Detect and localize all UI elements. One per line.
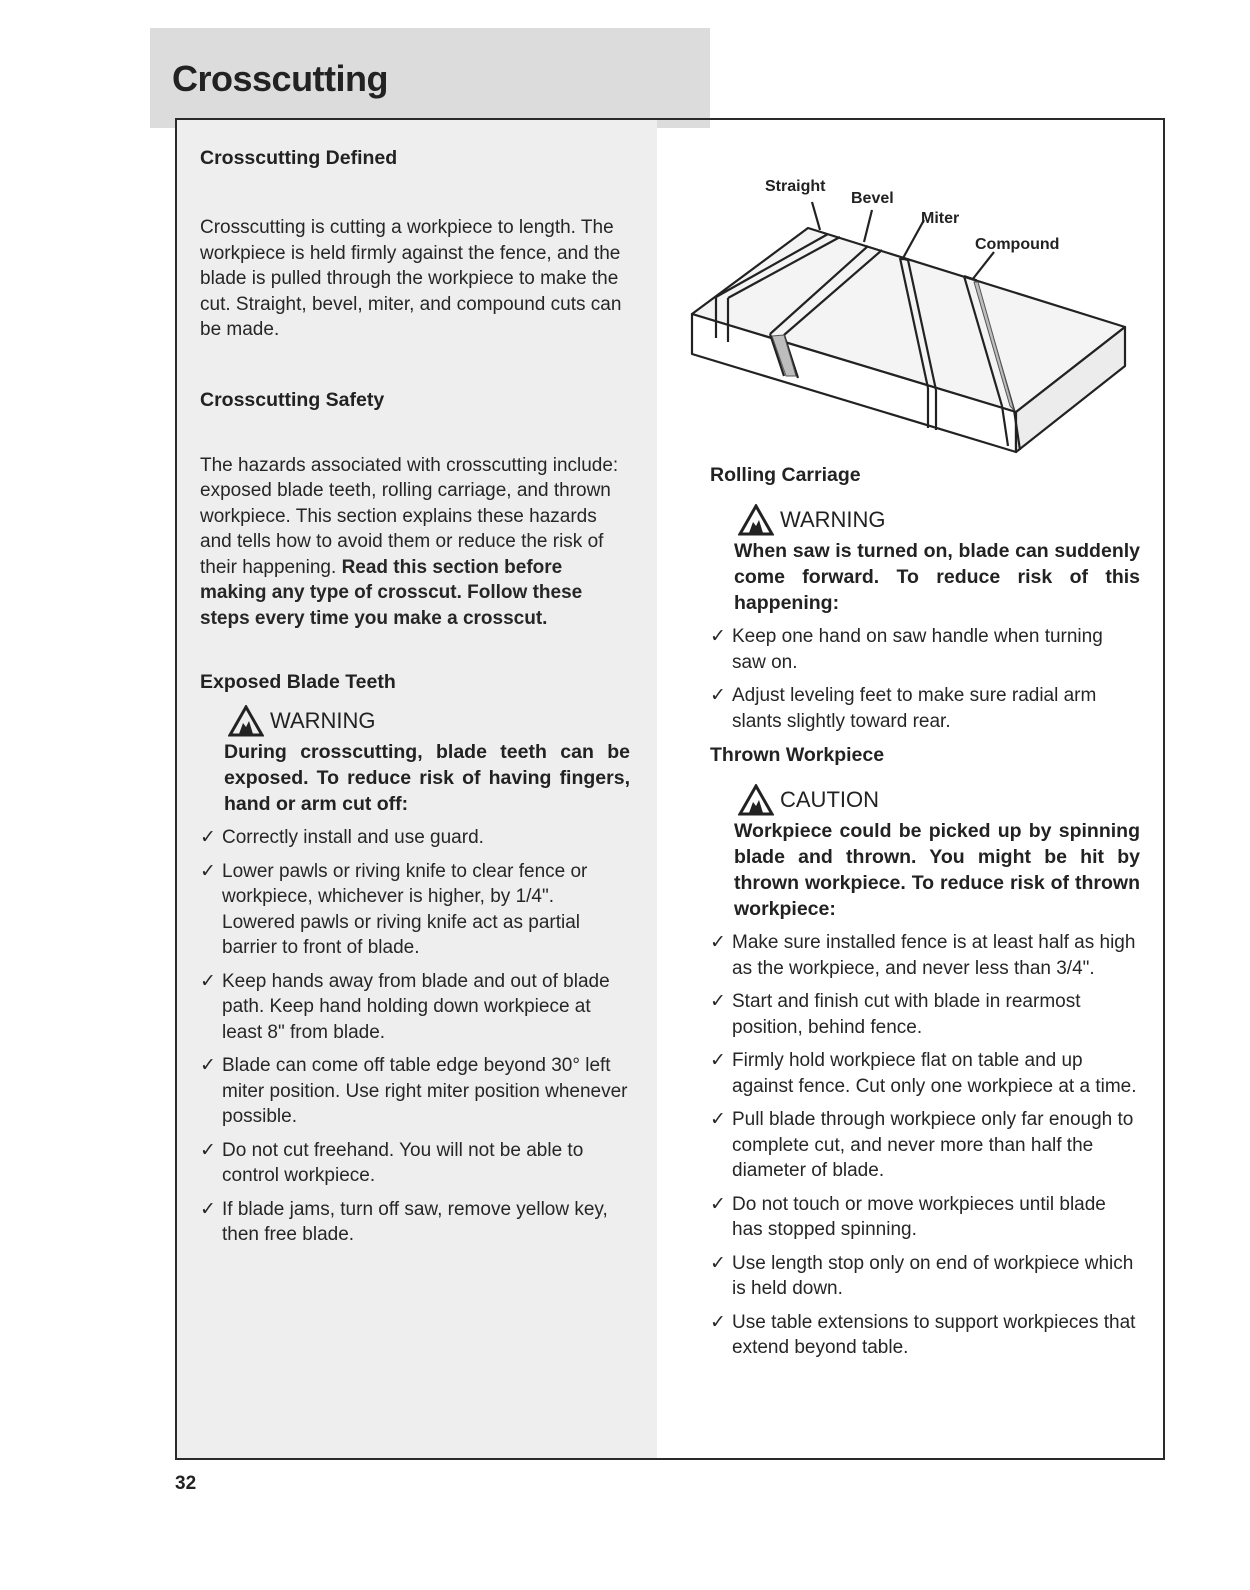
caution-label: CAUTION: [780, 787, 879, 812]
left-column: [200, 145, 630, 1256]
label-compound: Compound: [975, 236, 1060, 253]
check-icon: ✓: [710, 685, 726, 706]
safety-text: The hazards associated with crosscutting include: exposed blade teeth, rolling carriage, and thrown workpiece. This section explains these hazards and tells how to avoid them or reduce the risk of their happening.: [200, 454, 619, 578]
page-title: Crosscutting: [172, 58, 389, 99]
list-item: ✓ Do not cut freehand. You will not be able to control workpiece.: [200, 1139, 584, 1186]
list-item: ✓ Use length stop only on end of workpiece which is held down.: [710, 1252, 1134, 1299]
carriage-checklist: [710, 624, 1140, 734]
check-icon: ✓: [710, 991, 726, 1012]
check-icon: ✓: [710, 1252, 726, 1274]
list-item: ✓ Keep hands away from blade and out of blade path. Keep hand holding down workpiece at least 8" from blade.: [200, 970, 610, 1043]
right-column: [710, 462, 1140, 1369]
safety-bold-text: Read this section before making any type of crosscut. Follow these steps every time you make a crosscut.: [200, 556, 583, 629]
list-item: ✓ Lower pawls or riving knife to clear fence or workpiece, whichever is higher, by 1/4". Lowered pawls or riving knife act as partial barrier to front of blade.: [200, 860, 588, 958]
check-icon: ✓: [710, 626, 726, 647]
crosscutting-defined-heading: Crosscutting Defined: [200, 147, 398, 169]
carriage-warning-text: When saw is turned on, blade can suddenly come forward. To reduce risk of this happening:: [734, 540, 1140, 614]
check-icon: ✓: [200, 827, 216, 848]
check-icon: ✓: [200, 1198, 216, 1220]
thrown-workpiece-heading: Thrown Workpiece: [710, 744, 885, 766]
rolling-carriage-heading: Rolling Carriage: [710, 464, 861, 486]
caution-triangle-icon: [738, 784, 774, 816]
carriage-warning-header: [738, 502, 1140, 538]
label-bevel: Bevel: [851, 190, 894, 207]
cut-types-diagram: [688, 170, 1138, 460]
list-item: ✓ Keep one hand on saw handle when turning saw on.: [710, 626, 1103, 673]
check-icon: ✓: [710, 1311, 726, 1333]
blade-teeth-warning-header: [228, 703, 630, 739]
list-item: ✓ Make sure installed fence is at least half as high as the workpiece, and never less than 3/4".: [710, 932, 1136, 979]
check-icon: ✓: [200, 970, 216, 992]
check-icon: ✓: [710, 932, 726, 953]
check-icon: ✓: [200, 1055, 216, 1076]
list-item: ✓ Firmly hold workpiece flat on table and up against fence. Cut only one workpiece at a time.: [710, 1050, 1137, 1097]
list-item: ✓ If blade jams, turn off saw, remove yellow key, then free blade.: [200, 1198, 608, 1245]
check-icon: ✓: [200, 1139, 216, 1161]
thrown-caution-text: Workpiece could be picked up by spinning blade and thrown. You might be hit by thrown workpiece. To reduce risk of thrown workpiece:: [734, 820, 1140, 920]
list-item: ✓ Do not touch or move workpieces until blade has stopped spinning.: [710, 1193, 1106, 1240]
crosscutting-defined-text: Crosscutting is cutting a workpiece to length. The workpiece is held firmly against the fence, and the blade is pulled through the workpiece to make the cut. Straight, bevel, miter, and compound cuts can be made.: [200, 217, 622, 340]
warning-label: WARNING: [780, 507, 886, 532]
crosscutting-safety-heading: Crosscutting Safety: [200, 388, 385, 411]
page-number: 32: [175, 1473, 197, 1494]
label-miter: Miter: [921, 210, 960, 227]
list-item: ✓ Pull blade through workpiece only far enough to complete cut, and never more than half the diameter of blade.: [710, 1109, 1134, 1181]
thrown-checklist: [710, 930, 1140, 1361]
check-icon: ✓: [710, 1109, 726, 1130]
list-item: ✓ Start and finish cut with blade in rearmost position, behind fence.: [710, 991, 1081, 1038]
check-icon: ✓: [710, 1193, 726, 1215]
board-illustration: [692, 202, 1125, 452]
check-icon: ✓: [200, 860, 216, 882]
check-icon: ✓: [710, 1050, 726, 1071]
warning-label: WARNING: [270, 708, 376, 733]
thrown-caution-header: [738, 782, 1140, 818]
label-straight: Straight: [765, 178, 826, 195]
blade-teeth-warning-text: During crosscutting, blade teeth can be exposed. To reduce risk of having fingers, hand or arm cut off:: [224, 741, 630, 815]
list-item: ✓ Adjust leveling feet to make sure radial arm slants slightly toward rear.: [710, 685, 1097, 732]
exposed-blade-teeth-heading: Exposed Blade Teeth: [200, 671, 396, 693]
list-item: ✓ Blade can come off table edge beyond 30° left miter position. Use right miter position whenever possible.: [200, 1055, 628, 1127]
warning-triangle-icon: [228, 705, 264, 737]
list-item: ✓ Use table extensions to support workpieces that extend beyond table.: [710, 1311, 1136, 1358]
warning-triangle-icon: [738, 504, 774, 536]
crosscutting-safety-text: [200, 453, 630, 632]
list-item: ✓ Correctly install and use guard.: [200, 825, 630, 851]
blade-teeth-checklist: [200, 825, 630, 1248]
